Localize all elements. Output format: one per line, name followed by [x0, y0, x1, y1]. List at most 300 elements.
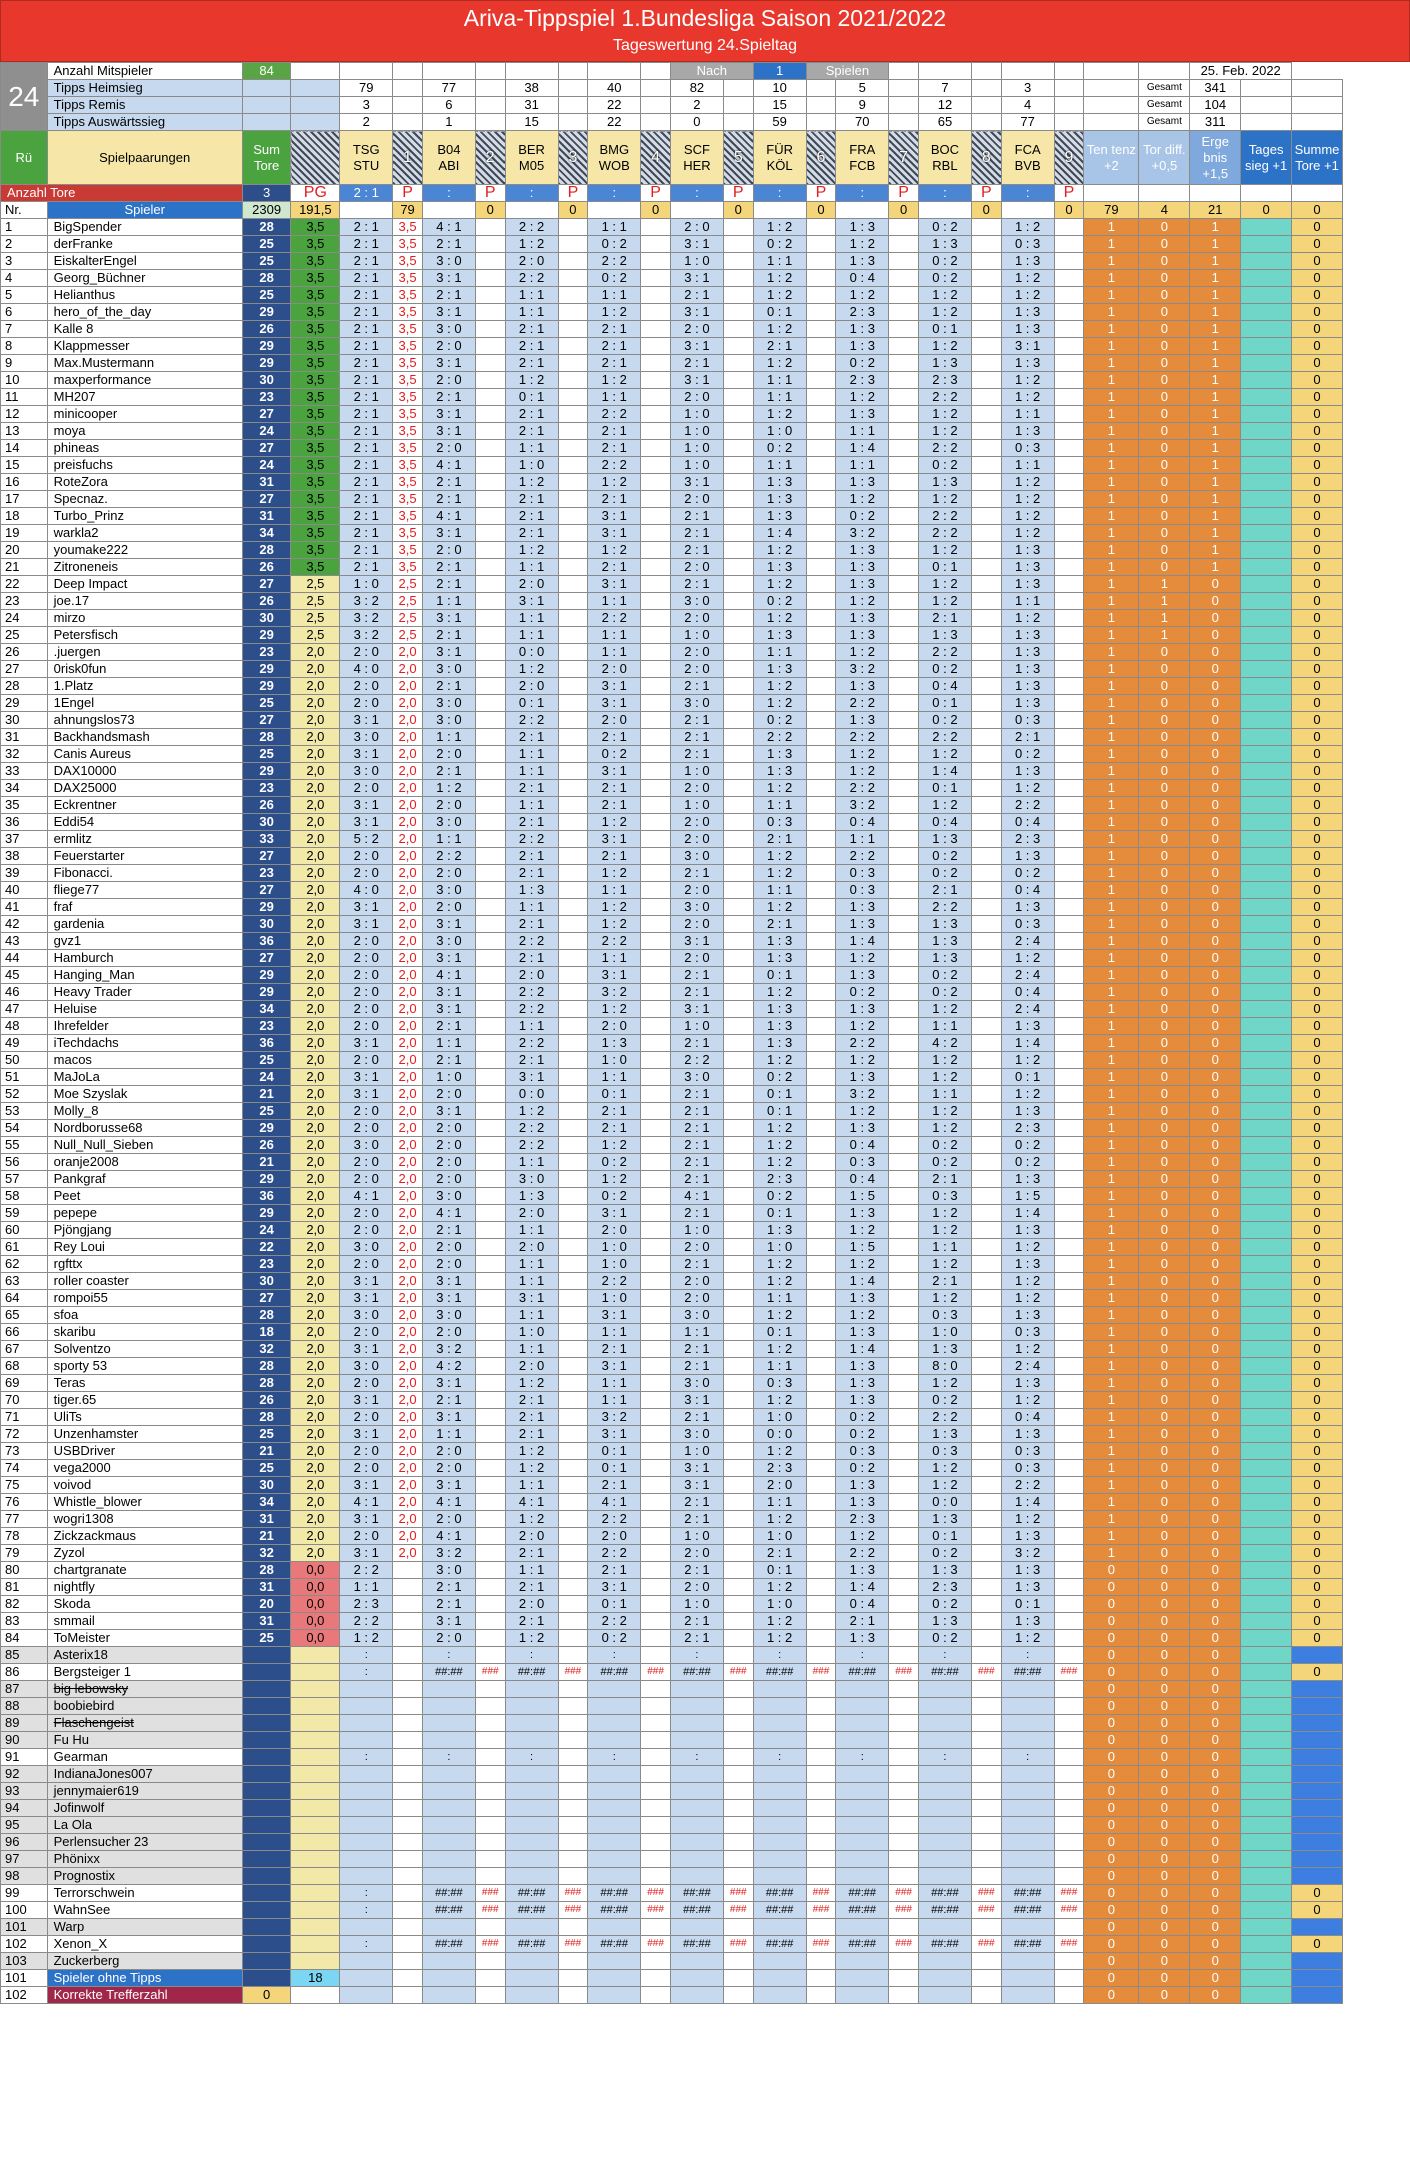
tip-game-2: 3 : 0	[422, 1307, 475, 1324]
tipps-remis-game-2: 6	[422, 97, 475, 114]
tip-game-2: 2 : 1	[422, 236, 475, 253]
row-header	[1, 131, 1410, 185]
player-pg	[291, 1919, 340, 1936]
blank	[558, 355, 588, 372]
tip-game-3: 2 : 1	[505, 508, 558, 525]
blank	[475, 899, 505, 916]
tip-points	[723, 1868, 753, 1885]
tip-points	[641, 1800, 671, 1817]
tip-game-1: 3 : 1	[340, 916, 393, 933]
tip-points	[393, 1715, 423, 1732]
blank	[723, 797, 753, 814]
blank	[1054, 1528, 1084, 1545]
tip-game-7: 1 : 2	[836, 1103, 889, 1120]
tip-game-8: 1 : 2	[918, 1069, 971, 1086]
player-rank: 61	[1, 1239, 48, 1256]
player-sum-tore: 21	[242, 1528, 291, 1545]
player-pg: 2,5	[291, 610, 340, 627]
tip-game-7: 1 : 2	[836, 389, 889, 406]
blank	[889, 1477, 919, 1494]
blank	[1054, 1375, 1084, 1392]
tip-game-6	[753, 1783, 806, 1800]
tip-game-5: 2 : 2	[670, 1052, 723, 1069]
home-team: BER	[518, 141, 545, 157]
player-sum-tore	[242, 1766, 291, 1783]
game-number: 1	[393, 131, 423, 185]
player-ergebnis: 0	[1190, 1783, 1241, 1800]
player-name: EiskalterEngel	[47, 253, 242, 270]
tip-game-9: 0 : 2	[1001, 1137, 1054, 1154]
player-tordiff: 0	[1139, 984, 1190, 1001]
tip-game-8	[918, 1919, 971, 1936]
tip-game-7: 1 : 3	[836, 253, 889, 270]
tip-game-2: 2 : 0	[422, 1239, 475, 1256]
tip-game-8: 1 : 2	[918, 746, 971, 763]
tip-game-9: 1 : 3	[1001, 661, 1054, 678]
blank	[641, 114, 671, 131]
player-tordiff: 0	[1139, 1919, 1190, 1936]
tip-game-5: 3 : 1	[670, 304, 723, 321]
tip-points: 2,0	[393, 1086, 423, 1103]
player-ergebnis: 1	[1190, 406, 1241, 423]
player-row	[1, 1171, 1410, 1188]
blank	[641, 236, 671, 253]
blank	[291, 114, 340, 131]
blank	[641, 1137, 671, 1154]
tip-game-5: 1 : 0	[670, 1443, 723, 1460]
player-sum-tore: 25	[242, 253, 291, 270]
tip-game-9: 1 : 2	[1001, 1341, 1054, 1358]
blank	[641, 97, 671, 114]
tip-points: 3,5	[393, 236, 423, 253]
blank	[971, 1613, 1001, 1630]
tip-game-8: 1 : 2	[918, 1120, 971, 1137]
blank	[806, 457, 836, 474]
tip-game-2	[422, 1732, 475, 1749]
tip-game-2: 2 : 0	[422, 372, 475, 389]
tip-game-6: 2 : 3	[753, 1171, 806, 1188]
tip-game-9: ##:##	[1001, 1902, 1054, 1919]
player-ergebnis: 0	[1190, 1307, 1241, 1324]
tip-game-1: 2 : 0	[340, 865, 393, 882]
blank	[889, 1035, 919, 1052]
tip-points: ###	[723, 1885, 753, 1902]
player-rank: 52	[1, 1086, 48, 1103]
tip-game-7: 0 : 2	[836, 355, 889, 372]
tip-game-6: 1 : 2	[753, 287, 806, 304]
tip-game-6: 1 : 2	[753, 321, 806, 338]
tip-game-4: 1 : 2	[588, 899, 641, 916]
tip-points	[558, 1681, 588, 1698]
player-row	[1, 440, 1410, 457]
player-summe	[1292, 1919, 1343, 1936]
player-tagessieg	[1241, 1307, 1292, 1324]
blank	[558, 882, 588, 899]
tip-game-4: 2 : 1	[588, 797, 641, 814]
player-sum-tore: 27	[242, 491, 291, 508]
tip-game-2: 2 : 1	[422, 627, 475, 644]
blank	[558, 1987, 588, 2004]
footer-rank: 102	[1, 1987, 48, 2004]
player-tendenz: 0	[1084, 1868, 1139, 1885]
player-ergebnis: 0	[1190, 1120, 1241, 1137]
player-tordiff: 0	[1139, 321, 1190, 338]
tip-game-9: 0 : 3	[1001, 236, 1054, 253]
blank	[806, 80, 836, 97]
tip-game-3: 1 : 1	[505, 1307, 558, 1324]
tip-game-1: 3 : 0	[340, 1307, 393, 1324]
tip-game-3: 2 : 0	[505, 576, 558, 593]
player-tordiff: 0	[1139, 1324, 1190, 1341]
blank	[475, 1171, 505, 1188]
tip-game-7	[836, 1851, 889, 1868]
player-summe: 0	[1292, 984, 1343, 1001]
blank	[1084, 185, 1139, 202]
tip-points	[558, 1732, 588, 1749]
tip-game-3: 1 : 2	[505, 1460, 558, 1477]
blank	[889, 763, 919, 780]
blank	[1054, 338, 1084, 355]
player-row	[1, 916, 1410, 933]
player-tordiff: 0	[1139, 457, 1190, 474]
player-row	[1, 1443, 1410, 1460]
tip-points: 2,0	[393, 1409, 423, 1426]
blank	[475, 831, 505, 848]
tip-points: 2,0	[393, 1392, 423, 1409]
player-sum-tore	[242, 1919, 291, 1936]
blank	[475, 1052, 505, 1069]
tip-game-5: 2 : 1	[670, 1035, 723, 1052]
tip-game-4: 2 : 1	[588, 440, 641, 457]
blank	[475, 848, 505, 865]
blank	[1241, 80, 1292, 97]
player-name: Specnaz.	[47, 491, 242, 508]
tip-game-8: 0 : 3	[918, 1188, 971, 1205]
player-sum-tore: 25	[242, 1052, 291, 1069]
player-sum-tore: 22	[242, 1239, 291, 1256]
player-summe: 0	[1292, 1613, 1343, 1630]
blank	[889, 1171, 919, 1188]
tip-points: ###	[641, 1664, 671, 1681]
player-row	[1, 661, 1410, 678]
blank	[806, 1001, 836, 1018]
blank	[723, 984, 753, 1001]
player-tendenz: 0	[1084, 1630, 1139, 1647]
tip-game-3: 1 : 3	[505, 882, 558, 899]
blank	[971, 882, 1001, 899]
player-ergebnis: 0	[1190, 1698, 1241, 1715]
player-sum-tore: 29	[242, 355, 291, 372]
player-ergebnis: 0	[1190, 1681, 1241, 1698]
player-pg: 2,0	[291, 1171, 340, 1188]
tip-points: 2,0	[393, 1273, 423, 1290]
player-tendenz: 1	[1084, 559, 1139, 576]
blank	[918, 1970, 971, 1987]
player-summe: 0	[1292, 474, 1343, 491]
player-sum-tore: 29	[242, 763, 291, 780]
game-number: 7	[889, 131, 919, 185]
player-rank: 29	[1, 695, 48, 712]
player-pg: 2,0	[291, 1460, 340, 1477]
tip-game-8: 1 : 2	[918, 406, 971, 423]
tip-game-9: 0 : 3	[1001, 1443, 1054, 1460]
tip-game-8	[918, 1732, 971, 1749]
player-rank: 99	[1, 1885, 48, 1902]
player-pg: 2,0	[291, 814, 340, 831]
blank	[889, 610, 919, 627]
player-summe: 0	[1292, 1256, 1343, 1273]
player-ergebnis: 0	[1190, 1256, 1241, 1273]
blank	[641, 967, 671, 984]
tip-game-9: ##:##	[1001, 1664, 1054, 1681]
tip-points	[806, 1953, 836, 1970]
blank	[558, 321, 588, 338]
tip-game-4: 0 : 2	[588, 270, 641, 287]
player-rank: 92	[1, 1766, 48, 1783]
points-label: P	[393, 185, 423, 202]
blank: 0	[1084, 1987, 1139, 2004]
blank	[558, 219, 588, 236]
tip-game-7: 1 : 3	[836, 899, 889, 916]
player-summe	[1292, 1681, 1343, 1698]
home-team: BMG	[599, 141, 630, 157]
player-summe: 0	[1292, 729, 1343, 746]
blank	[558, 304, 588, 321]
player-rank: 81	[1, 1579, 48, 1596]
player-tordiff: 0	[1139, 406, 1190, 423]
tip-game-6: 1 : 2	[753, 1154, 806, 1171]
tip-game-8: 1 : 2	[918, 1290, 971, 1307]
tip-game-4: 2 : 1	[588, 729, 641, 746]
blank	[558, 338, 588, 355]
player-summe: 0	[1292, 1307, 1343, 1324]
tip-game-6: 1 : 3	[753, 1035, 806, 1052]
blank	[889, 321, 919, 338]
blank	[558, 780, 588, 797]
player-tordiff: 0	[1139, 1834, 1190, 1851]
tip-game-4: 3 : 1	[588, 967, 641, 984]
blank	[558, 1137, 588, 1154]
tip-game-4: 2 : 0	[588, 661, 641, 678]
ohne-tipps-label: Spieler ohne Tipps	[47, 1970, 242, 1987]
tip-game-6	[753, 1851, 806, 1868]
tip-game-9: 2 : 4	[1001, 933, 1054, 950]
tipps-remis-game-7: 9	[836, 97, 889, 114]
blank	[971, 1154, 1001, 1171]
player-summe: 0	[1292, 440, 1343, 457]
blank	[723, 967, 753, 984]
blank	[971, 338, 1001, 355]
player-sum-tore	[242, 1936, 291, 1953]
tip-points	[475, 1647, 505, 1664]
player-pg	[291, 1936, 340, 1953]
player-name: Backhandsmash	[47, 729, 242, 746]
blank	[723, 1511, 753, 1528]
player-rank: 16	[1, 474, 48, 491]
player-tendenz: 1	[1084, 491, 1139, 508]
tip-game-5: 2 : 0	[670, 1579, 723, 1596]
blank	[393, 80, 423, 97]
player-name: Solventzo	[47, 1341, 242, 1358]
tip-points: 2,5	[393, 576, 423, 593]
player-tagessieg	[1241, 1103, 1292, 1120]
player-tendenz: 1	[1084, 474, 1139, 491]
tip-game-2: 3 : 1	[422, 1290, 475, 1307]
tip-game-7	[836, 1953, 889, 1970]
player-sum-tore: 24	[242, 457, 291, 474]
tip-game-2: 2 : 0	[422, 338, 475, 355]
player-tordiff: 0	[1139, 1613, 1190, 1630]
player-ergebnis: 0	[1190, 1902, 1241, 1919]
tip-game-6: 1 : 2	[753, 899, 806, 916]
blank	[753, 1987, 806, 2004]
tip-game-3: 2 : 1	[505, 1426, 558, 1443]
player-rank: 4	[1, 270, 48, 287]
player-summe: 0	[1292, 219, 1343, 236]
player-row	[1, 865, 1410, 882]
player-tordiff: 0	[1139, 236, 1190, 253]
tip-game-3: 2 : 2	[505, 270, 558, 287]
tip-game-3: 1 : 0	[505, 1324, 558, 1341]
tip-points	[806, 1766, 836, 1783]
tip-game-1	[340, 1919, 393, 1936]
tip-points: 2,0	[393, 1256, 423, 1273]
player-pg: 2,0	[291, 1392, 340, 1409]
tip-points	[889, 1783, 919, 1800]
tip-game-6: 1 : 3	[753, 491, 806, 508]
tip-game-6: 1 : 3	[753, 508, 806, 525]
tip-game-1	[340, 1868, 393, 1885]
tip-game-9: 0 : 4	[1001, 1409, 1054, 1426]
player-tagessieg	[1241, 1885, 1292, 1902]
game-points-4: 0	[641, 202, 671, 219]
tip-game-9: 3 : 1	[1001, 338, 1054, 355]
blank	[641, 1052, 671, 1069]
tip-game-2: 2 : 0	[422, 1460, 475, 1477]
blank	[806, 1970, 836, 1987]
tip-points	[1054, 1953, 1084, 1970]
tip-game-6: 1 : 2	[753, 1052, 806, 1069]
player-tordiff: 0	[1139, 389, 1190, 406]
row-mitspieler	[1, 63, 1410, 80]
tip-game-6: 1 : 3	[753, 950, 806, 967]
tip-game-7: 1 : 4	[836, 933, 889, 950]
blank	[889, 848, 919, 865]
blank	[475, 678, 505, 695]
player-pg: 2,0	[291, 1222, 340, 1239]
player-tendenz: 1	[1084, 1120, 1139, 1137]
player-sum-tore: 23	[242, 1256, 291, 1273]
tip-game-4: 2 : 1	[588, 1477, 641, 1494]
tip-game-1: :	[340, 1902, 393, 1919]
score-table	[0, 62, 1410, 2004]
player-name: fraf	[47, 899, 242, 916]
blank	[971, 1596, 1001, 1613]
blank	[1054, 1171, 1084, 1188]
player-summe: 0	[1292, 236, 1343, 253]
tip-game-2: 2 : 1	[422, 389, 475, 406]
blank	[889, 1086, 919, 1103]
blank	[806, 440, 836, 457]
player-name: Canis Aureus	[47, 746, 242, 763]
player-sum-tore: 21	[242, 1443, 291, 1460]
blank	[1054, 253, 1084, 270]
player-rank: 32	[1, 746, 48, 763]
blank	[1054, 933, 1084, 950]
blank	[723, 80, 753, 97]
player-pg: 2,0	[291, 1358, 340, 1375]
player-tagessieg	[1241, 1171, 1292, 1188]
tip-game-2: 3 : 1	[422, 1001, 475, 1018]
blank	[806, 1596, 836, 1613]
tip-game-1: 3 : 2	[340, 627, 393, 644]
tip-game-5: 2 : 1	[670, 746, 723, 763]
tip-game-7: 1 : 3	[836, 576, 889, 593]
player-name: sfoa	[47, 1307, 242, 1324]
tip-points	[393, 1919, 423, 1936]
tip-game-5: :	[670, 1647, 723, 1664]
tip-game-3: 2 : 0	[505, 678, 558, 695]
gesamt-label: Gesamt	[1139, 80, 1190, 97]
tip-game-4: 3 : 1	[588, 831, 641, 848]
blank	[641, 1205, 671, 1222]
player-tagessieg	[1241, 746, 1292, 763]
tip-game-6: 1 : 1	[753, 797, 806, 814]
tip-game-7	[836, 1800, 889, 1817]
extra-player-row	[1, 1715, 1410, 1732]
nr-label: Nr.	[1, 202, 48, 219]
tip-game-1: 2 : 1	[340, 474, 393, 491]
tip-points: 2,0	[393, 1103, 423, 1120]
tip-game-3: 2 : 1	[505, 1409, 558, 1426]
tip-game-4	[588, 1783, 641, 1800]
tipps-heimsieg-game-8: 7	[918, 80, 971, 97]
tip-game-2: 3 : 1	[422, 304, 475, 321]
blank	[889, 1256, 919, 1273]
player-tendenz: 1	[1084, 1239, 1139, 1256]
tip-points	[393, 1953, 423, 1970]
blank	[806, 933, 836, 950]
blank	[723, 114, 753, 131]
tip-game-4: 1 : 1	[588, 627, 641, 644]
tip-game-6	[753, 1868, 806, 1885]
blank	[806, 1511, 836, 1528]
tip-game-4: 2 : 1	[588, 780, 641, 797]
tipps-remis-game-4: 22	[588, 97, 641, 114]
tip-game-5: 1 : 0	[670, 253, 723, 270]
tip-game-7: 1 : 3	[836, 1290, 889, 1307]
blank	[641, 1069, 671, 1086]
blank	[806, 1426, 836, 1443]
tip-game-5: 4 : 1	[670, 1188, 723, 1205]
tip-game-1: 2 : 0	[340, 1409, 393, 1426]
tip-game-3: 2 : 1	[505, 848, 558, 865]
tip-game-4: 2 : 1	[588, 423, 641, 440]
tip-game-5: 1 : 1	[670, 1324, 723, 1341]
player-tendenz: 1	[1084, 321, 1139, 338]
tip-points	[393, 1936, 423, 1953]
blank	[641, 1358, 671, 1375]
blank	[558, 80, 588, 97]
blank	[971, 321, 1001, 338]
player-name: moya	[47, 423, 242, 440]
player-row	[1, 1239, 1410, 1256]
blank	[1054, 1987, 1084, 2004]
player-rank: 38	[1, 848, 48, 865]
player-pg: 2,0	[291, 746, 340, 763]
player-pg: 2,0	[291, 882, 340, 899]
player-tagessieg	[1241, 967, 1292, 984]
